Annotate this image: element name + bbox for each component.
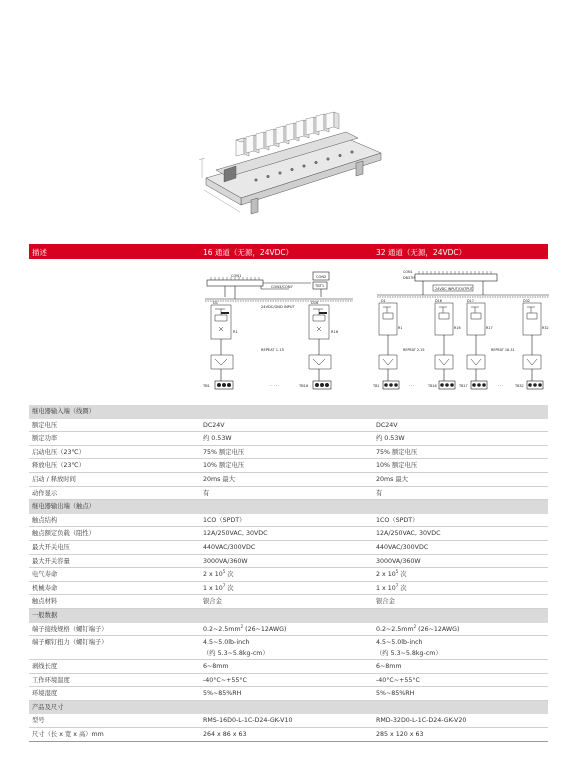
value-16ch: -40°C~+55°C <box>203 676 247 684</box>
value-line2: （约 5.3~5.8kg-cm） <box>376 650 442 658</box>
value-line1: 4.5~5.0lb-inch <box>376 639 423 647</box>
relay-module-illustration <box>196 108 386 218</box>
value-line1: 4.5~5.0lb-inch <box>203 639 250 647</box>
value-32ch <box>376 568 407 582</box>
table-row <box>29 514 548 528</box>
row-label: 触点材料 <box>32 598 58 606</box>
section-product <box>29 701 548 715</box>
table-row <box>29 487 548 501</box>
table-row <box>29 568 548 582</box>
value-16ch: 5%~85%RH <box>203 690 242 698</box>
value-32ch: 20ms 最大 <box>376 475 409 483</box>
label-dots: · · · · · <box>269 384 280 388</box>
value-32ch: DC24V <box>376 421 398 429</box>
value-unit: (26~12AWG) <box>416 625 460 633</box>
value-16ch: 1CO（SPDT） <box>203 516 246 524</box>
label-tb17-32: TB17 <box>459 384 468 388</box>
section-title: 一般数据 <box>32 611 58 619</box>
value-16ch: 6~8mm <box>203 663 229 671</box>
section-input <box>29 405 548 419</box>
value-32ch: 75% 额定电压 <box>376 448 418 456</box>
value-base: 0.2~2.5mm <box>376 625 414 633</box>
table-header <box>29 244 548 259</box>
wiring-diagram-row <box>29 259 548 405</box>
header-description: 描述 <box>32 248 47 257</box>
label-r16: R16 <box>331 330 339 334</box>
table-row <box>29 595 548 609</box>
value-32ch: 3000VA/360W <box>376 557 421 565</box>
value-16ch: 约 0.53W <box>203 435 232 443</box>
table-row <box>29 687 548 701</box>
row-label: 环境湿度 <box>32 690 58 698</box>
value-32ch: -40°C~+55°C <box>376 676 420 684</box>
value-base: 1 x 10 <box>376 584 396 592</box>
row-label: 端子接线规格（螺钉端子） <box>32 625 108 633</box>
value-16ch: RMS-16D0-L-1C-D24-GK-V10 <box>203 717 293 725</box>
value-16ch <box>203 623 286 637</box>
table-row <box>29 432 548 446</box>
label-repeat: REPEAT 1-15 <box>261 348 284 352</box>
label-input-32: 24VDC INPUT/OUTPUT <box>435 287 473 291</box>
value-16ch: 75% 额定电压 <box>203 448 245 456</box>
value-16ch: 20ms 最大 <box>203 475 236 483</box>
label-r32-32: R32 <box>542 326 549 330</box>
row-label: 剥线长度 <box>32 663 58 671</box>
label-tb16-32: TB16 <box>428 384 437 388</box>
value-32ch <box>376 582 407 596</box>
label-tb16: TB16 <box>299 384 309 388</box>
value-16ch: 440VAC/300VDC <box>203 543 256 551</box>
table-row <box>29 527 548 541</box>
value-32ch: 10% 额定电压 <box>376 462 418 470</box>
value-unit: 次 <box>225 584 234 592</box>
table-row <box>29 459 548 473</box>
label-d16: D16 <box>311 301 319 305</box>
label-tbt1: TBT1 <box>315 284 325 288</box>
table-row <box>29 728 548 742</box>
value-32ch <box>376 623 459 637</box>
value-32ch: 6~8mm <box>376 663 402 671</box>
label-tb1-32: TB1 <box>373 384 380 388</box>
value-unit: 次 <box>398 584 407 592</box>
row-label: 触点额定负载（阻性） <box>32 530 95 538</box>
value-base: 2 x 10 <box>203 571 223 579</box>
value-exponent: 5 <box>395 569 399 575</box>
section-general <box>29 609 548 623</box>
row-label: 电气寿命 <box>32 571 58 579</box>
wiring-diagram-32ch <box>373 263 553 403</box>
value-16ch: 264 x 86 x 63 <box>203 731 247 739</box>
value-32ch: 有 <box>376 489 383 497</box>
table-row <box>29 473 548 487</box>
value-16ch <box>203 568 234 582</box>
row-label: 最大开关电压 <box>32 543 70 551</box>
value-32ch: 285 x 120 x 63 <box>376 731 424 739</box>
label-con1-32: CON1 <box>403 270 413 274</box>
row-label: 最大开关容量 <box>32 557 70 565</box>
section-title: 继电器输入端（线圈） <box>32 408 95 415</box>
section-output <box>29 500 548 514</box>
value-exponent: 5 <box>222 569 226 575</box>
value-16ch: 3000VA/360W <box>203 557 248 565</box>
label-tb1: TB1 <box>203 384 210 388</box>
value-16ch: DC24V <box>203 421 225 429</box>
value-32ch: 约 0.53W <box>376 435 405 443</box>
value-base: 2 x 10 <box>376 571 396 579</box>
label-dots-32a: · · · <box>409 384 415 388</box>
value-32ch: 1CO（SPDT） <box>376 516 419 524</box>
value-base: 1 x 10 <box>203 584 223 592</box>
row-label: 端子螺钉扭力（螺钉端子） <box>32 639 108 647</box>
label-r1: R1 <box>233 330 238 334</box>
row-label: 触点结构 <box>32 516 58 524</box>
label-d1: D1 <box>213 301 219 305</box>
value-line2: （约 5.3~5.8kg-cm） <box>203 650 269 658</box>
label-r1-32: R1 <box>398 326 403 330</box>
value-32ch: 12A/250VAC, 30VDC <box>376 530 441 538</box>
value-16ch: 12A/250VAC, 30VDC <box>203 530 268 538</box>
label-repeat2-32: REPEAT 18-31 <box>491 348 515 352</box>
value-base: 0.2~2.5mm <box>203 625 241 633</box>
row-label: 动作显示 <box>32 489 58 497</box>
value-unit: 次 <box>398 571 407 579</box>
value-16ch: 银合金 <box>203 598 222 606</box>
label-db37: DB37M <box>403 276 416 280</box>
value-exponent: 2 <box>413 623 417 629</box>
section-title: 继电器输出端（触点） <box>32 503 95 511</box>
row-label: 启动电压（23℃） <box>32 448 85 456</box>
label-con3: CON3/CON7 <box>271 285 293 289</box>
table-row <box>29 555 548 569</box>
value-32ch: RMD-32D0-L-1C-D24-GK-V20 <box>376 717 467 725</box>
value-16ch: 有 <box>203 489 210 497</box>
header-32ch: 32 通道（无源，24VDC） <box>376 248 467 257</box>
value-32ch: 银合金 <box>376 598 395 606</box>
value-unit: 次 <box>225 571 234 579</box>
row-label: 额定功率 <box>32 435 58 443</box>
table-row <box>29 660 548 674</box>
value-unit: (26~12AWG) <box>243 625 287 633</box>
row-label: 型号 <box>32 717 45 725</box>
label-d16-32: D16 <box>435 299 442 303</box>
spec-table <box>29 244 548 742</box>
table-row <box>29 674 548 688</box>
table-row <box>29 623 548 637</box>
table-row <box>29 446 548 460</box>
label-r16-32: R16 <box>454 326 461 330</box>
value-32ch <box>376 637 442 659</box>
value-exponent: 7 <box>222 582 226 588</box>
value-exponent: 2 <box>240 623 244 629</box>
header-16ch: 16 通道（无源，24VDC） <box>203 248 294 257</box>
row-label: 启动 / 释放时间 <box>32 475 76 483</box>
row-label: 机械寿命 <box>32 584 58 592</box>
value-exponent: 7 <box>395 582 399 588</box>
label-input: 24VDC/GND INPUT <box>261 305 295 309</box>
value-32ch: 440VAC/300VDC <box>376 543 429 551</box>
label-d1-32: D1 <box>381 299 386 303</box>
table-row <box>29 582 548 596</box>
wiring-diagram-16ch <box>201 263 357 403</box>
value-16ch: 10% 额定电压 <box>203 462 245 470</box>
section-title: 产品及尺寸 <box>32 703 64 711</box>
table-row <box>29 636 548 660</box>
value-32ch: 5%~85%RH <box>376 690 415 698</box>
row-label: 工作环境温度 <box>32 676 70 684</box>
table-row <box>29 714 548 728</box>
row-label: 尺寸（长 x 宽 x 高）mm <box>32 731 104 739</box>
row-label: 释放电压（23℃） <box>32 462 85 470</box>
label-r17-32: R17 <box>486 326 493 330</box>
label-con2: CON2 <box>316 275 327 279</box>
label-d32-32: D32 <box>523 299 530 303</box>
label-tb32-32: TB32 <box>515 384 524 388</box>
table-row <box>29 541 548 555</box>
label-con1: CON1 <box>231 274 242 278</box>
row-label: 额定电压 <box>32 421 58 429</box>
value-16ch <box>203 582 234 596</box>
label-d17-32: D17 <box>467 299 474 303</box>
value-16ch <box>203 637 269 659</box>
label-dots-32b: · · · <box>498 384 504 388</box>
table-row <box>29 419 548 433</box>
label-repeat1-32: REPEAT 2-15 <box>403 348 425 352</box>
